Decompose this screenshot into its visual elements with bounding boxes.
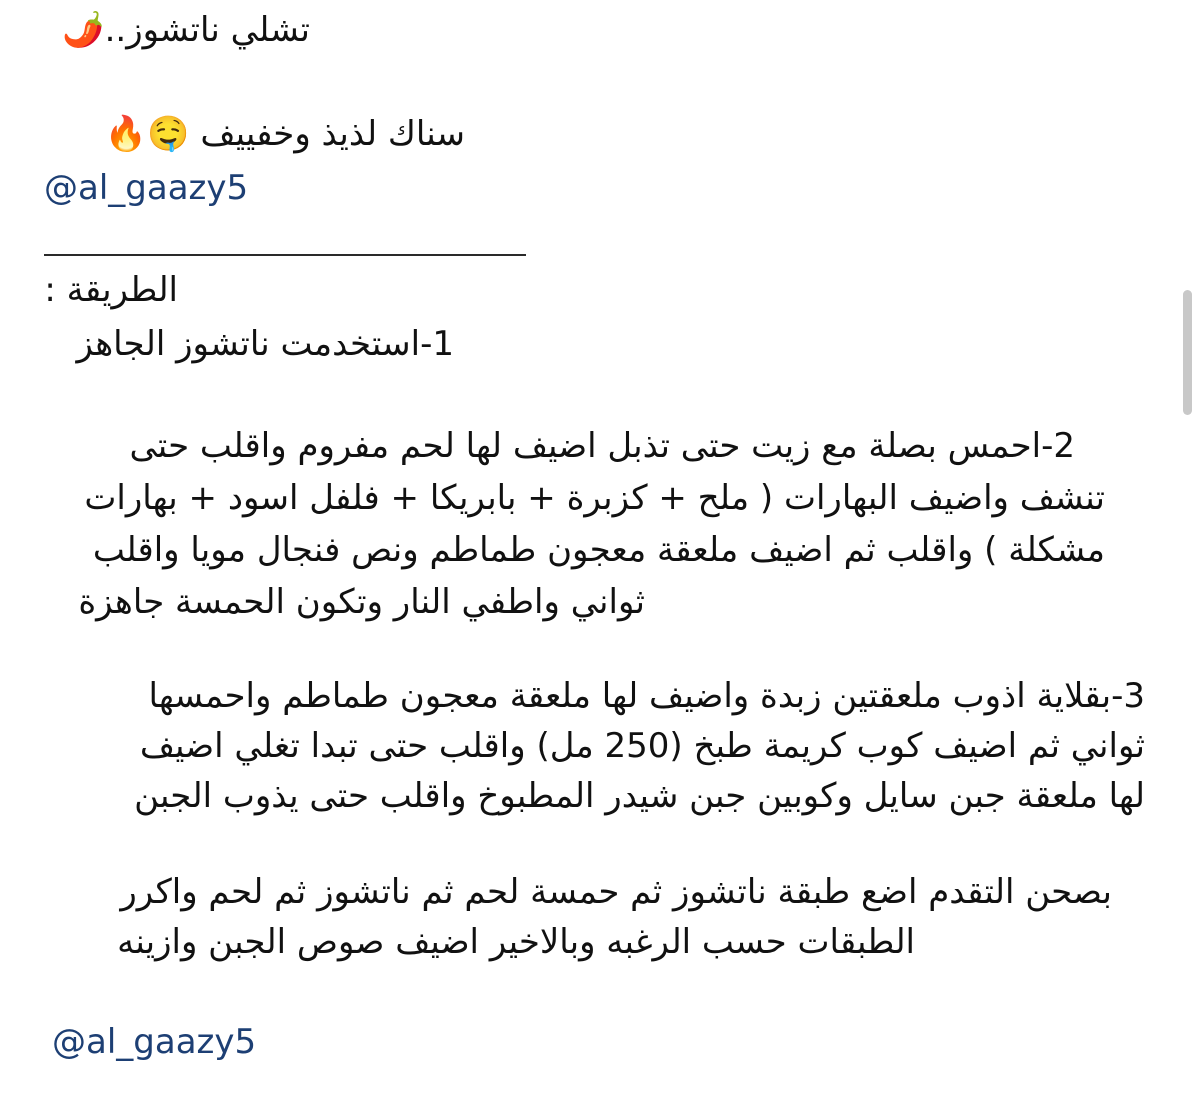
recipe-subtitle: سناك لذيذ وخفييف 🤤🔥 [104, 114, 465, 154]
step-2-line-3: مشكلة ) واقلب ثم اضيف ملعقة معجون طماطم ونص فنجال مويا واقلب [92, 530, 1105, 570]
section-divider [44, 254, 526, 256]
step-2-line-2: تنشف واضيف البهارات ( ملح + كزبرة + بابريكا + فلفل اسود + بهارات [84, 478, 1105, 518]
recipe-title: تشلي ناتشوز..🌶️ [62, 10, 310, 50]
serving-line-2: الطبقات حسب الرغبه وبالاخير اضيف صوص الجبن وازينه [117, 922, 915, 962]
step-2-line-1: 2-احمس بصلة مع زيت حتى تذبل اضيف لها لحم مفروم واقلب حتى [129, 426, 1075, 466]
step-2-line-4: ثواني واطفي النار وتكون الحمسة جاهزة [78, 582, 645, 622]
method-label: الطريقة : [44, 270, 178, 310]
step-3-line-2: ثواني ثم اضيف كوب كريمة طبخ (250 مل) واقلب حتى تبدا تغلي اضيف [139, 726, 1145, 766]
author-handle-bottom[interactable]: @al_gaazy5 [52, 1022, 257, 1062]
author-handle-top[interactable]: @al_gaazy5 [44, 168, 249, 208]
vertical-scrollbar[interactable] [1183, 290, 1192, 415]
step-3-line-3: لها ملعقة جبن سايل وكوبين جبن شيدر المطبوخ واقلب حتى يذوب الجبن [134, 776, 1145, 816]
step-1: 1-استخدمت ناتشوز الجاهز [76, 324, 454, 364]
serving-line-1: بصحن التقدم اضع طبقة ناتشوز ثم حمسة لحم ثم ناتشوز ثم لحم واكرر [120, 872, 1112, 912]
step-3-line-1: 3-بقلاية اذوب ملعقتين زبدة واضيف لها ملعقة معجون طماطم واحمسها [148, 676, 1145, 716]
